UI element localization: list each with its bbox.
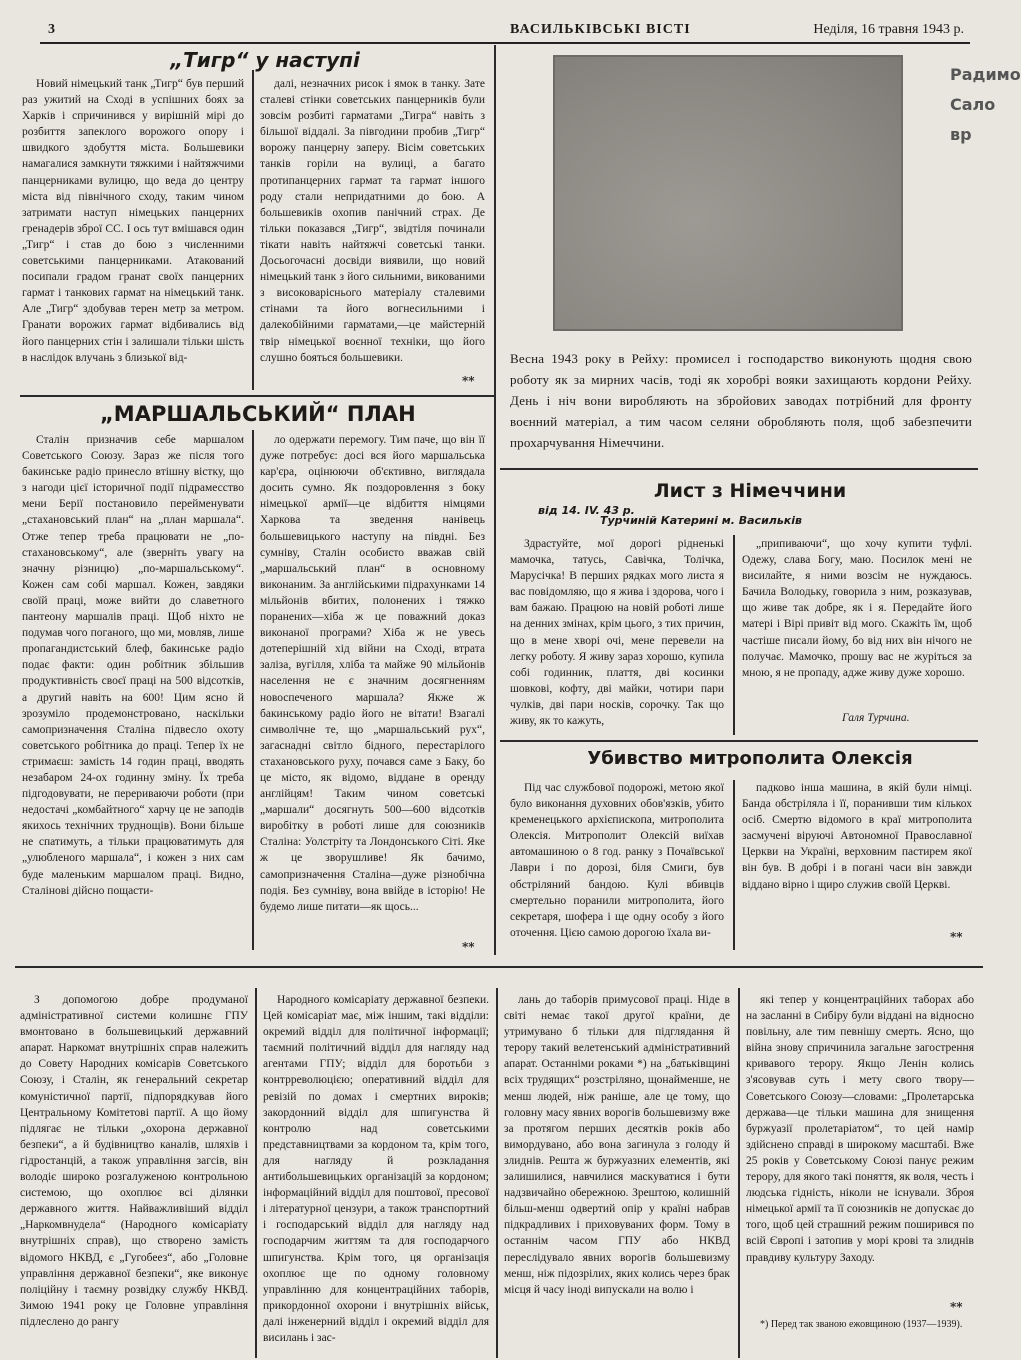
page-number: 3 [48, 22, 55, 37]
letter-column-1: Здрастуйте, мої дорогі рідненькі мамочка, татусь, Савічка, Толічка, Марусічка! В перших рядках мого листа я вас повідомляю, що я жива і здорова, чого і вам бажаю. Працюю на новій роботі лише на денних змінах, крім цього, з тих причин, що в мене хворі очі, мене перевели на легку роботу. Я живу зараз хорошо, купила собі годинник, плаття, дві косинки шовкові, кофту, дві майки, чотири пари чулків, дві пари носків, сорочку. Так що живу, як то кажуть, [510, 538, 724, 728]
tiger-end-mark: ** [462, 374, 475, 388]
gpu-end-mark: ** [950, 1300, 963, 1314]
column-rule [496, 988, 498, 1358]
column-rule [252, 70, 254, 390]
murder-end-mark: ** [950, 930, 963, 944]
gpu-column-3: лань до таборів примусової праці. Ніде в світі немає такої другої країни, де утримувано б тільки для підглядання й терору такий велетенський адміністративний апарат. Останніми роками *) на „батьківщині всіх трудящих“ розстріляно, щонайменше, не менш людей, ніж раніше, але це тому, що головну масу явних ворогів большевизму вже за протягом перших десятків років або вимордувано, або вона загинула з голоду й злиднів. Решта ж буржуазних елементів, які залишилися, навчилися маскуватися і бути надзвичайно обережною. Зрештою, колишній більш-менш одвертий опір у країні набрав підкрадливих і приховуваних форм. Тому в останнім часом ГПУ або НКВД переслідувало явних ворогів большевизму менш, ніж підозрілих, яких колись через брак місця й часу іноді випускали на волю і [504, 994, 730, 1296]
column-rule [252, 430, 254, 950]
murder-headline: Убивство митрополита Олексія [587, 748, 913, 769]
gpu-column-1: З допомогою добре продуманої адміністративної системи колишнє ГПУ вмонтовано в большевицький державний апарат. Наркомат внутрішніх справ належить до Совету Народних комісарів Советського Союзу, і Сталін, як генеральний секретар комуністичної партії, підпорядкував його Центральному Комітетові партії. А що йому підлягає не тільки „охорона державної безпеки“, а й будівництво каналів, шляхів і гідростанцій, а також управління загсів, він володіє широко розгалуженою контрольною системою, що охоплює всі ділянки державного життя. Найважливіший відділ „Наркомвнудела“ (Народного комісаріату внутрішніх справ), що створено замість відомого НКВД, є „Гугобеез“, або „Головне управління державної безпеки“, яке виконує поліційну і таємну розвідку службу НКВД. Зимою 1941 року це Головне управління підлеслено до рангу [20, 994, 248, 1328]
letter-headline: Лист з Німеччини [653, 480, 847, 502]
column-rule [733, 780, 735, 950]
issue-date: Неділя, 16 травня 1943 р. [813, 22, 964, 37]
letter-addressee: Турчиній Катерині м. Васильків [600, 514, 802, 527]
section-rule [20, 395, 494, 397]
marshal-headline: „МАРШАЛЬСЬКИЙ“ ПЛАН [100, 402, 416, 426]
letter-dateline: від 14. IV. 43 р. [538, 504, 635, 517]
letter-column-2: „припиваючи“, що хочу купити туфлі. Одежу, слава Богу, маю. Посилок мені не висилайте, я ними возсім не нуждаюсь. Бачила Володьку, говорила з ним, розказував, що живе так добре, як і я. Передайте його матері і Вірі привіт від мого. Скажіть їм, щоб частіше писали йому, бо від них він нічого не получає. Мамочко, прошу вас не журіться за мною, я не пропаду, адже живу дуже хорошо. [742, 538, 972, 679]
section-rule [500, 468, 978, 470]
marshal-column-2: ло одержати перемогу. Тим паче, що він її дуже потребує: досі вся його маршальська кар'єра, оцінюючи об'єктивно, виглядала досить сумно. Як поздоровлення з боку німецької армії—це відбиття німцями Харкова та зведення нанівець большевицького наступу на півдні. Без сумніву, Сталін особисто вважав свій „маршальський план“ в основному виконаним. За англійськими підрахунками 14 мільйонів вбитих, полонених і тяжко поранених—хіба ж це поважний доказ виконаної програми? Хіба ж не увесь дотеперішній хід війни на Сході, втрата заліза, вугілля, хліба та майже 90 мільйонів населення не є значним досягненням новоспеченого маршала? Якже ж бакинському радіо його не вітати! Взагалі символічне те, що „маршальський рух“, загаснадні світло бідного, перестарілого стахановського руху, почався саме з Баку, бо це місто, як відомо, віддане в оренду англійцям! Таким чином советські „маршали“ досягнуть 500—600 відсотків виробітку в роботі лише для союзників Сталіна: Уолстріту та Лондонського Сіті. Яке ж це зворушливе! Як бачимо, самопризначення Сталіна—дуже різнобічна подія. Без сумніву, вона ввійде в історію! Не будемо лише питати—як щось... [260, 434, 485, 913]
column-rule [255, 988, 257, 1358]
column-rule [738, 988, 740, 1358]
gpu-footnote: *) Перед так званою ежовщиною (1937—1939). [760, 1319, 963, 1330]
column-rule [494, 45, 496, 955]
paper-title: ВАСИЛЬКІВСЬКІ ВІСТІ [510, 22, 691, 37]
marshal-column-1: Сталін призначив себе маршалом Советського Союзу. Зараз же після того бакинське радіо принесло втішну вістку, що з нагоди цієї історичної події підрамесство мени Берії постановило перейменувати „стахановський план“ на „план маршала“. Отже тепер треба працювати не „по-стахановському“, але (зверніть увагу на значну різницю) „по-маршальському“. Кожен сам собі маршал. Кожен, завдяки своїй праці, може вийти до славетного пантеону маршалів праці. Щоб ніхто не подумав чого поганого, що ми, мовляв, лише пропагандистський блеф, бакинське радіо подає факти: один робітник збільшив продуктивність своєї праці на 500 відсотків, а другий навіть на 600! Цим ясно й зрозуміло продемонстровано, наскільки самопризначення Сталіна підвесло охоту советського робітника до праці. Тепер їх не стримаєш: замість 14 годин праці, вводять незабаром 24-ох годинну зміну. Їх треба підгодовувати, не перериваючи роботи (при недостачі „комбайтного“ харчу це не заподів якихось технічних труднощів). Вони більше не спатимуть, а тільки працюватимуть для „улюбленого маршала“, і кожен з них сам буде маленьким маршалом праці. Видно, Сталінові дійсно пощасти- [22, 434, 244, 897]
letter-signature: Галя Турчина. [842, 712, 910, 724]
tiger-column-1: Новий німецький танк „Тигр“ був перший раз ужитий на Сході в успішних боях за Харків і спричинився у вирішній мірі до розбиття запеклого ворожого опору і швидкого здобуття міста. Большевики намагалися замкнути тяжкими і найтяжчими панцерниками вулицю, що веда до центру міста від північного сходу, таким чином затримати наступ німецьких панцерних гренадерів зброї СС. І ось тут вмішався один „Тигр“ і став до бою з численними советськими панцерниками. Атакований посипали градом гранат своїх панцерних гармат і танкових гармат на німецький танк. Але „Тигр“ здобував терен метр за метром. Гранати ворожих гармат відбивались від його панцерних стін і залишали тільки шість в наслідок влучань з близької від- [22, 78, 244, 364]
murder-column-1: Під час службової подорожі, метою якої було виконання духовних обов'язків, убито кременецького архієпископа, митрополита Олексія. Митрополит Олексій виїхав автомашиною о 8 год. ранку з Почаївської Лаври і по дорозі, біля Смиги, був обстріляний бандою. Кулі вбивців смертельно поранили митрополита, його секретаря, шофера і ще одну особу з його оточення. Цією самою дорогою їхала ви- [510, 782, 724, 939]
gpu-column-2: Народного комісаріату державної безпеки. Цей комісаріат має, між іншим, такі відділи: окремий відділ для політичної інформації; таємний політичний відділ для нагляду над агентами ГПУ; відділ для боротьби з контрреволюцією; оперативний відділ для ревізій по домах і смертних вироків; закордонний відділ для шпигунства й контролю над советськими представництвами за кордоном та, крім того, для нагляду й розкладання антибольшевицьких організацій за кордоном; інформаційний відділ для поштової, пресової і літературної цензури, а також транспортний і господарський відділ для нагляду над господарчим життям та для господарчого шпигунства. Крім того, ця організація охоплює ще по одному головному управлінню для концентраційних таборів, прикордонної охорони і внутрішніх військ, далі інженерний відділ і окремий відділ для висилань і зас- [263, 994, 489, 1344]
section-rule [500, 740, 978, 742]
marshal-end-mark: ** [462, 940, 475, 954]
murder-column-2: падково інша машина, в якій були німці. Банда обстріляла і її, поранивши тим кількох осіб. Смертю відомого в краї митрополита засмучені віруючі Автономної Православної Церкви на Україні, верховним пастирем якої він був. В добрі і в погані часи він завжди віддано вірно і щиро служив своїй Церкві. [742, 782, 972, 891]
section-rule [15, 966, 983, 968]
gpu-column-4: які тепер у концентраційних таборах або на засланні в Сибіру були віддані на відносно повільну, але тим певнішу смерть. Ясно, що війна знову спричинила загальне загострення кривавого терору. Якщо Ленін колись з'ясовував суть і мету свого твору—Советського Союзу—словами: „Пролетарська держава—це тільки машина для знищення буржуазії пролетаріатом“, то цей намір здійснено справді в широкому масштабі. Вже 25 років у Советському Союзі панує режим терору, для якого такі поняття, як воля, честь і людська гідність, ніколи не існували. Зброя німецької армії та її союзників не допускає до того, щоб цей страшний режим поширився по всій Європі і затопив у морі крові та злиднів правдиву культуру Заходу. [746, 994, 974, 1264]
photo-spring-1943 [553, 55, 903, 331]
photo-caption: Весна 1943 року в Рейху: промисел і господарство виконують щодня свою роботу як за мирних часів, тоді як хоробрі вояки захищають кордони Рейху. День і ніч вони виробляють на збройових заводах потрібний для фронту воєнний матеріал, а тим часом селяни обробляють поля, щоб забезпечити прохарчування Німеччини. [510, 351, 972, 450]
masthead [40, 20, 970, 44]
tiger-column-2: далі, незначних рисок і ямок в танку. Зате сталеві стінки советських панцерників були зовсім розбиті гарматами „Тигра“ навіть з більшої віддалі. За півгодини пробив „Тигр“ ворожу панцерну заперу. Вісім советських танків горіли на вулиці, а багато протипанцерних гармат та гармат іншого роду стали непридатними до бою. А большевиків охопив панічний страх. Де тільки показався „Тигр“, звідтіля починали тікати навіть найтяжчі советські танки. Досьогочасні досвіди виявили, що новий німецький танк з його сильними, викованими з високоваріснього матеріалу сталевими стінами та його вогнесильними і далекобійними гарматами,—це майстерній твір німецької воєнної техніки, що його слушно бояться большевики. [260, 78, 485, 364]
edge-clipped-text: Радимо Сало вр [950, 65, 1021, 144]
tiger-headline: „Тигр“ у наступі [170, 48, 360, 72]
column-rule [733, 535, 735, 735]
